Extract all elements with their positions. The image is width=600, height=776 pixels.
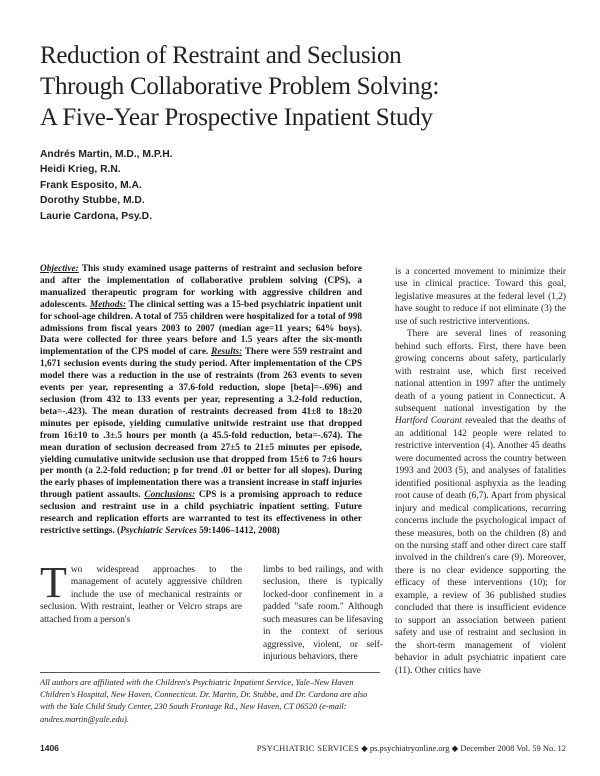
author: Dorothy Stubbe, M.D. — [40, 195, 145, 207]
body-paragraph — [395, 328, 566, 677]
abstract-methods-label: Methods: — [89, 299, 127, 310]
page-number: 1406 — [40, 743, 59, 753]
author-affiliation-footnote: All authors are affiliated with the Children's Psychiatric Inpatient Service, Yale–New Haven Children's Hospital, New Haven, Connecticut. Dr. Martin, Dr. Stubbe, and Dr. Cardona are also with the Yale Child Study Center, 230 South Frontage Rd., New Haven, CT 06520 (e-mail: andres.martin@yale.edu). — [40, 677, 368, 724]
abstract-objective-label: Objective: — [40, 264, 79, 274]
abstract-objective: This study examined usage patterns of restraint and seclusion before and after the implementation of collaborative problem solving (CPS), a manualized therapeutic program for working with aggressive children and adolescents. — [40, 264, 362, 310]
author: Heidi Krieg, R.N. — [40, 164, 121, 176]
drop-cap: T — [40, 558, 67, 607]
abstract-citation-rest: 59:1406–1412, 2008) — [196, 525, 280, 536]
journal-name: PSYCHIATRIC SERVICES — [256, 743, 360, 753]
page-footer — [40, 741, 566, 755]
journal-url: ps.psychiatryonline.org — [369, 743, 450, 753]
body-column-1 — [40, 558, 242, 626]
body-text: wo widespread approaches to the management of acutely aggressive children include the use of mechanical restraints or seclusion. With restraint, leather or Velcro straps are attached from a person's — [40, 565, 242, 625]
issue-info: December 2008 Vol. 59 No. 12 — [460, 743, 566, 753]
abstract-conclusions-label: Conclusions: — [144, 490, 196, 501]
author: Frank Esposito, M.A. — [40, 179, 142, 191]
abstract-conclusions: CPS is a promising approach to reduce seclusion and restraint use in a child psychiatric inpatient setting. Future research and replication efforts are warranted to test its effectiveness in other restrictive settings. ( — [40, 490, 362, 536]
body-column-2 — [263, 564, 383, 664]
body-paragraph: limbs to bed railings, and with seclusion, there is typically locked-door confinement in a padded "safe room." Although such measures can be lifesaving in the context of serious aggressive, violent, or self-injurious behaviors, there — [263, 565, 383, 663]
footnote-rule — [40, 672, 380, 673]
author-list — [40, 147, 173, 224]
abstract — [40, 264, 362, 538]
separator: ◆ — [449, 743, 461, 753]
article-title — [40, 40, 570, 133]
newspaper-name: Hartford Courant — [395, 416, 462, 427]
abstract-text — [40, 264, 362, 538]
body-column-3 — [395, 266, 566, 677]
abstract-results-label: Results: — [211, 347, 243, 358]
body-paragraph — [40, 558, 242, 626]
separator: ◆ — [359, 743, 370, 753]
title-line: Reduction of Restraint and Seclusion — [40, 42, 402, 69]
abstract-citation-journal: Psychiatric Services — [120, 525, 197, 536]
author: Andrés Martin, M.D., M.P.H. — [40, 149, 173, 160]
body-text: revealed that the deaths of an additional 142 people were related to restrictive intervention (4). Another 45 deaths were documented across the country between 1993 and 2003 (5), and analyses of fatalities identified positional asphyxia as the leading root cause of death (6,7). Apart from physical injury and medical complications, recurring concerns include the psychological impact of these measures, both on the children (8) and on the nursing staff and other direct care staff involved in the children's care (9). Moreover, there is no clear evidence supporting the efficacy of these interventions (10); for example, a review of 36 published studies concluded that there is insufficient evidence to support an association between patient safety and use of restraint and seclusion in the short-term management of violent behavior in adult psychiatric inpatient care (11). Other critics have — [395, 416, 566, 676]
abstract-results: There were 559 restraint and 1,671 seclusion events during the study period. After implementation of the CPS model there was a reduction in the use of restraints (from 263 events to seven events per year, representing a 37.6-fold reduction, slope [beta]=-.696) and seclusion (from 432 to 133 events per year, representing a 3.2-fold reduction, beta=-.423). The mean duration of restraints decreased from 41±8 to 18±20 minutes per episode, yielding cumulative unitwide restraint use that dropped from 16±10 to .3±.5 hours per month (a 45.5-fold reduction, beta=-.674). The mean duration of seclusion decreased from 27±5 to 21±5 minutes per episode, yielding cumulative unitwide seclusion use that dropped from 15±6 to 7±6 hours per month (a 2.2-fold reduction; p for trend .01 or better for all slopes). During the early phases of implementation there was a transient increase in staff injuries through patient assaults. — [40, 347, 362, 501]
body-text: There are several lines of reasoning behind such efforts. First, there have been growing concerns about safety, particularly with restraint use, which first received national attention in 1997 after the untimely death of a young patient in Connecticut. A subsequent national investigation by the — [395, 329, 566, 414]
title-line: Through Collaborative Problem Solving: — [40, 73, 439, 100]
author: Laurie Cardona, Psy.D. — [40, 210, 152, 222]
body-paragraph: is a concerted movement to minimize their use in clinical practice. Toward this goal, legislative measures at the federal level (1,2) have sought to reduce if not eliminate (3) the use of such restrictive interventions. — [395, 267, 566, 327]
title-line: A Five-Year Prospective Inpatient Study — [40, 104, 433, 131]
journal-line — [257, 741, 566, 755]
abstract-methods: The clinical setting was a 15-bed psychiatric inpatient unit for school-age children. A total of 755 children were hospitalized for a total of 998 admissions from fiscal years 2003 to 2007 (median age=11 years; 64% boys). Data were collected for three years before and 1.5 years after the six-month implementation of the CPS model of care. — [40, 299, 362, 358]
